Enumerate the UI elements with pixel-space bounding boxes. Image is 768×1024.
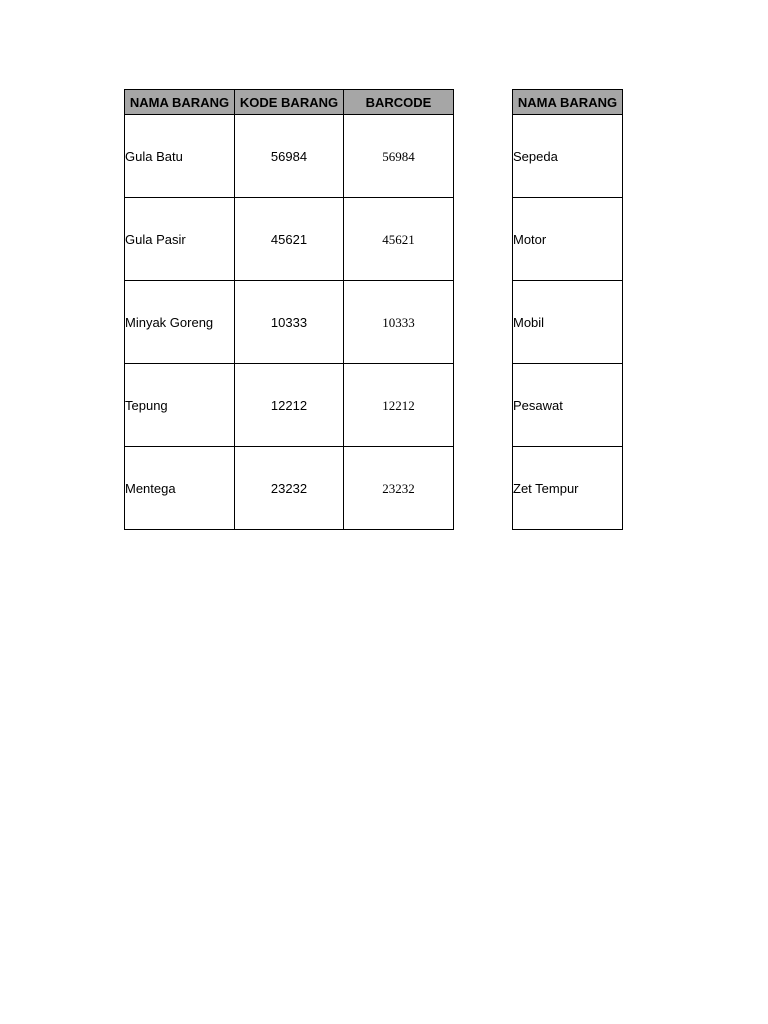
header-row: [125, 90, 454, 115]
cell-nama-barang: Pesawat: [513, 364, 623, 447]
cell-nama-barang: Mobil: [513, 281, 623, 364]
cell-kode-barang: 12212: [235, 364, 344, 447]
header-nama-barang: NAMA BARANG: [513, 90, 623, 115]
cell-barcode: 10333: [344, 281, 454, 364]
table-row: [513, 364, 623, 447]
table-row: [125, 364, 454, 447]
cell-kode-barang: 45621: [235, 198, 344, 281]
vehicles-table: [512, 89, 623, 530]
items-table: [124, 89, 454, 530]
cell-nama-barang: Gula Pasir: [125, 198, 235, 281]
cell-nama-barang: Motor: [513, 198, 623, 281]
cell-barcode: 12212: [344, 364, 454, 447]
cell-barcode: 56984: [344, 115, 454, 198]
table-row: [125, 198, 454, 281]
cell-nama-barang: Tepung: [125, 364, 235, 447]
cell-barcode: 23232: [344, 447, 454, 530]
table-row: [125, 115, 454, 198]
table-row: [513, 447, 623, 530]
cell-nama-barang: Gula Batu: [125, 115, 235, 198]
header-nama-barang: NAMA BARANG: [125, 90, 235, 115]
header-row: [513, 90, 623, 115]
cell-nama-barang: Sepeda: [513, 115, 623, 198]
cell-nama-barang: Zet Tempur: [513, 447, 623, 530]
header-kode-barang: KODE BARANG: [235, 90, 344, 115]
header-barcode: BARCODE: [344, 90, 454, 115]
cell-nama-barang: Mentega: [125, 447, 235, 530]
cell-nama-barang: Minyak Goreng: [125, 281, 235, 364]
cell-kode-barang: 56984: [235, 115, 344, 198]
table-row: [125, 447, 454, 530]
table-row: [513, 281, 623, 364]
table-row: [125, 281, 454, 364]
table-row: [513, 115, 623, 198]
cell-kode-barang: 23232: [235, 447, 344, 530]
table-row: [513, 198, 623, 281]
cell-kode-barang: 10333: [235, 281, 344, 364]
cell-barcode: 45621: [344, 198, 454, 281]
